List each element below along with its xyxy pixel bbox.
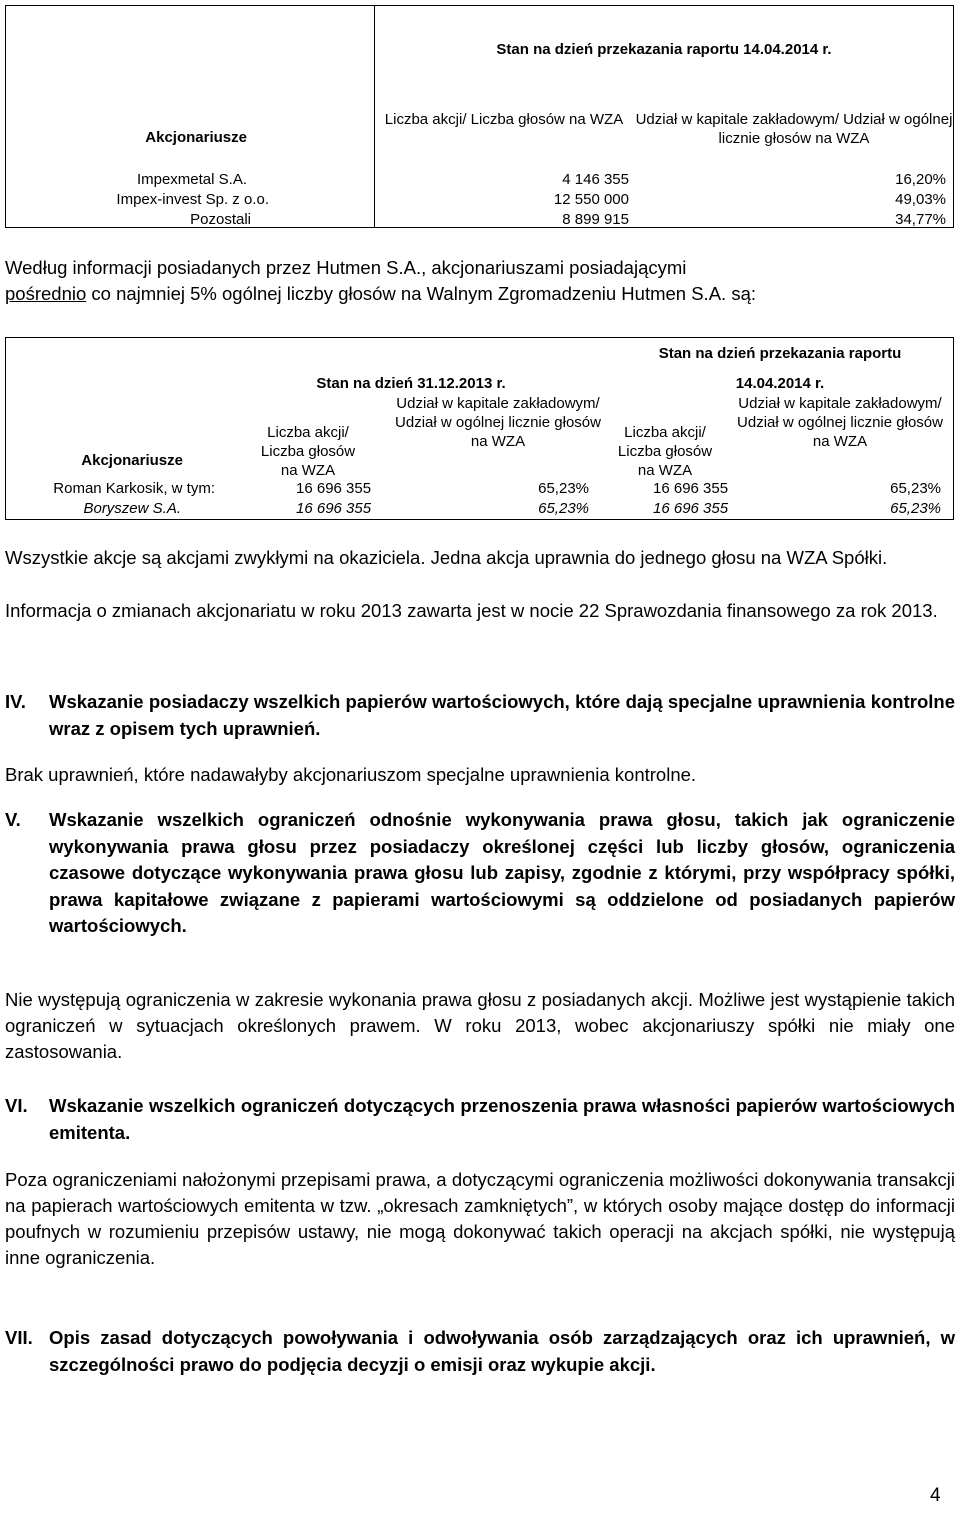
table-cell-shares: 8 899 915 xyxy=(562,211,629,228)
table-cell-name: Roman Karkosik, w tym: xyxy=(53,480,215,497)
table-title: Stan na dzień przekazania raportu 14.04.2014 r. xyxy=(496,41,832,58)
shareholders-table-current xyxy=(5,5,954,228)
table-cell-shares-2: 16 696 355 xyxy=(653,480,729,497)
period-1-title: Stan na dzień 31.12.2013 r. xyxy=(316,375,506,392)
section-title: Wskazanie wszelkich ograniczeń dotyczących przenoszenia prawa własności papierów wartościowych emitenta. xyxy=(49,1095,955,1143)
table-cell-shares-2: 16 696 355 xyxy=(653,500,729,517)
section-vi-body: Poza ograniczeniami nałożonymi przepisami prawa, a dotyczącymi ograniczenia możliwości dokonywania transakcji na papierach wartościowych emitenta w tzw. „okresach zamkniętych”, w których osoby mające dostęp do informacji poufnych w rozumieniu przepisów ustawy, nie mogą dokonywać takich operacji na akcjach spółki, nie występują inne ograniczenia. xyxy=(5,1169,955,1268)
table-cell-name: Pozostali xyxy=(190,211,251,228)
column-header-shares-1: Liczba akcji/ Liczba głosów na WZA xyxy=(260,424,356,479)
table-cell-stake-1: 65,23% xyxy=(538,480,589,497)
table-cell-shares-1: 16 696 355 xyxy=(296,500,372,517)
table-cell-name: Boryszew S.A. xyxy=(83,500,181,517)
note-paragraph: Informacja o zmianach akcjonariatu w roku 2013 zawarta jest w nocie 22 Sprawozdania finansowego za rok 2013. xyxy=(5,600,938,621)
section-vi-heading xyxy=(5,1093,955,1146)
period-2-title-line-1: Stan na dzień przekazania raportu xyxy=(658,345,902,362)
shares-paragraph: Wszystkie akcje są akcjami zwykłymi na okaziciela. Jedna akcja uprawnia do jednego głosu na WZA Spółki. xyxy=(5,547,888,568)
section-title: Wskazanie posiadaczy wszelkich papierów wartościowych, które dają specjalne uprawnienia kontrolne wraz z opisem tych uprawnień. xyxy=(49,691,955,739)
column-header-stake-1: Udział w kapitale zakładowym/ Udział w ogólnej licznie głosów na WZA xyxy=(395,395,601,450)
table-cell-shares: 12 550 000 xyxy=(553,191,629,208)
table-cell-stake-2: 65,23% xyxy=(890,480,941,497)
column-header-stake-2: Udział w kapitale zakładowym/ Udział w ogólnej licznie głosów na WZA xyxy=(737,395,943,450)
period-2-title-line-2: 14.04.2014 r. xyxy=(735,375,825,392)
section-iv-body: Brak uprawnień, które nadawałyby akcjonariuszom specjalne uprawnienia kontrolne. xyxy=(5,764,697,785)
section-number: IV. xyxy=(5,691,26,712)
column-header-shares-2: Liczba akcji/ Liczba głosów na WZA xyxy=(617,424,713,479)
table-cell-shares: 4 146 355 xyxy=(562,171,629,188)
table-divider xyxy=(374,6,375,227)
column-header-stake: Udział w kapitale zakładowym/ Udział w ogólnej licznie głosów na WZA xyxy=(635,111,953,147)
table-cell-stake: 16,20% xyxy=(895,171,946,188)
table-cell-stake: 34,77% xyxy=(895,211,946,228)
section-title: Wskazanie wszelkich ograniczeń odnośnie wykonywania prawa głosu, takich jak ograniczenie wykonywania prawa głosu przez posiadaczy określonej części lub liczby głosów, ograniczenia czasowe dotyczące wykonywania prawa głosu lub zapisy, zgodnie z którymi, przy współpracy spółki, prawa kapitałowe związane z papierami wartościowymi są oddzielone od posiadanych papierów wartościowych. xyxy=(49,809,955,936)
intro-underlined-word: pośrednio xyxy=(5,283,87,304)
table-cell-stake-2: 65,23% xyxy=(890,500,941,517)
shareholders-table-indirect xyxy=(5,337,954,520)
section-number: V. xyxy=(5,809,21,830)
table-cell-shares-1: 16 696 355 xyxy=(296,480,372,497)
intro-line-1: Według informacji posiadanych przez Hutmen S.A., akcjonariuszami posiadającymi xyxy=(5,257,687,278)
section-v-heading xyxy=(5,807,955,940)
table-cell-stake: 49,03% xyxy=(895,191,946,208)
column-header-shareholders: Akcjonariusze xyxy=(81,452,183,469)
section-vii-heading xyxy=(5,1325,955,1378)
table-cell-stake-1: 65,23% xyxy=(538,500,589,517)
section-iv-heading xyxy=(5,689,955,742)
intro-paragraph xyxy=(5,255,955,307)
column-header-shareholders: Akcjonariusze xyxy=(145,129,247,146)
section-number: VI. xyxy=(5,1095,28,1116)
table-cell-name: Impex-invest Sp. z o.o. xyxy=(116,191,269,208)
table-cell-name: Impexmetal S.A. xyxy=(136,171,247,188)
intro-line-2: co najmniej 5% ogólnej liczby głosów na Walnym Zgromadzeniu Hutmen S.A. są: xyxy=(86,283,756,304)
column-header-shares: Liczba akcji/ Liczba głosów na WZA xyxy=(384,111,624,128)
section-title: Opis zasad dotyczących powoływania i odwoływania osób zarządzających oraz ich uprawnień, w szczególności prawo do podjęcia decyzji o emisji oraz wykupie akcji. xyxy=(49,1327,955,1375)
page-number: 4 xyxy=(930,1485,941,1506)
section-v-body: Nie występują ograniczenia w zakresie wykonania prawa głosu z posiadanych akcji. Możliwe jest wystąpienie takich ograniczeń w sytuacjach określonych prawem. W roku 2013, wobec akcjonariuszy spółki nie miały one zastosowania. xyxy=(5,989,955,1062)
section-number: VII. xyxy=(5,1327,33,1348)
